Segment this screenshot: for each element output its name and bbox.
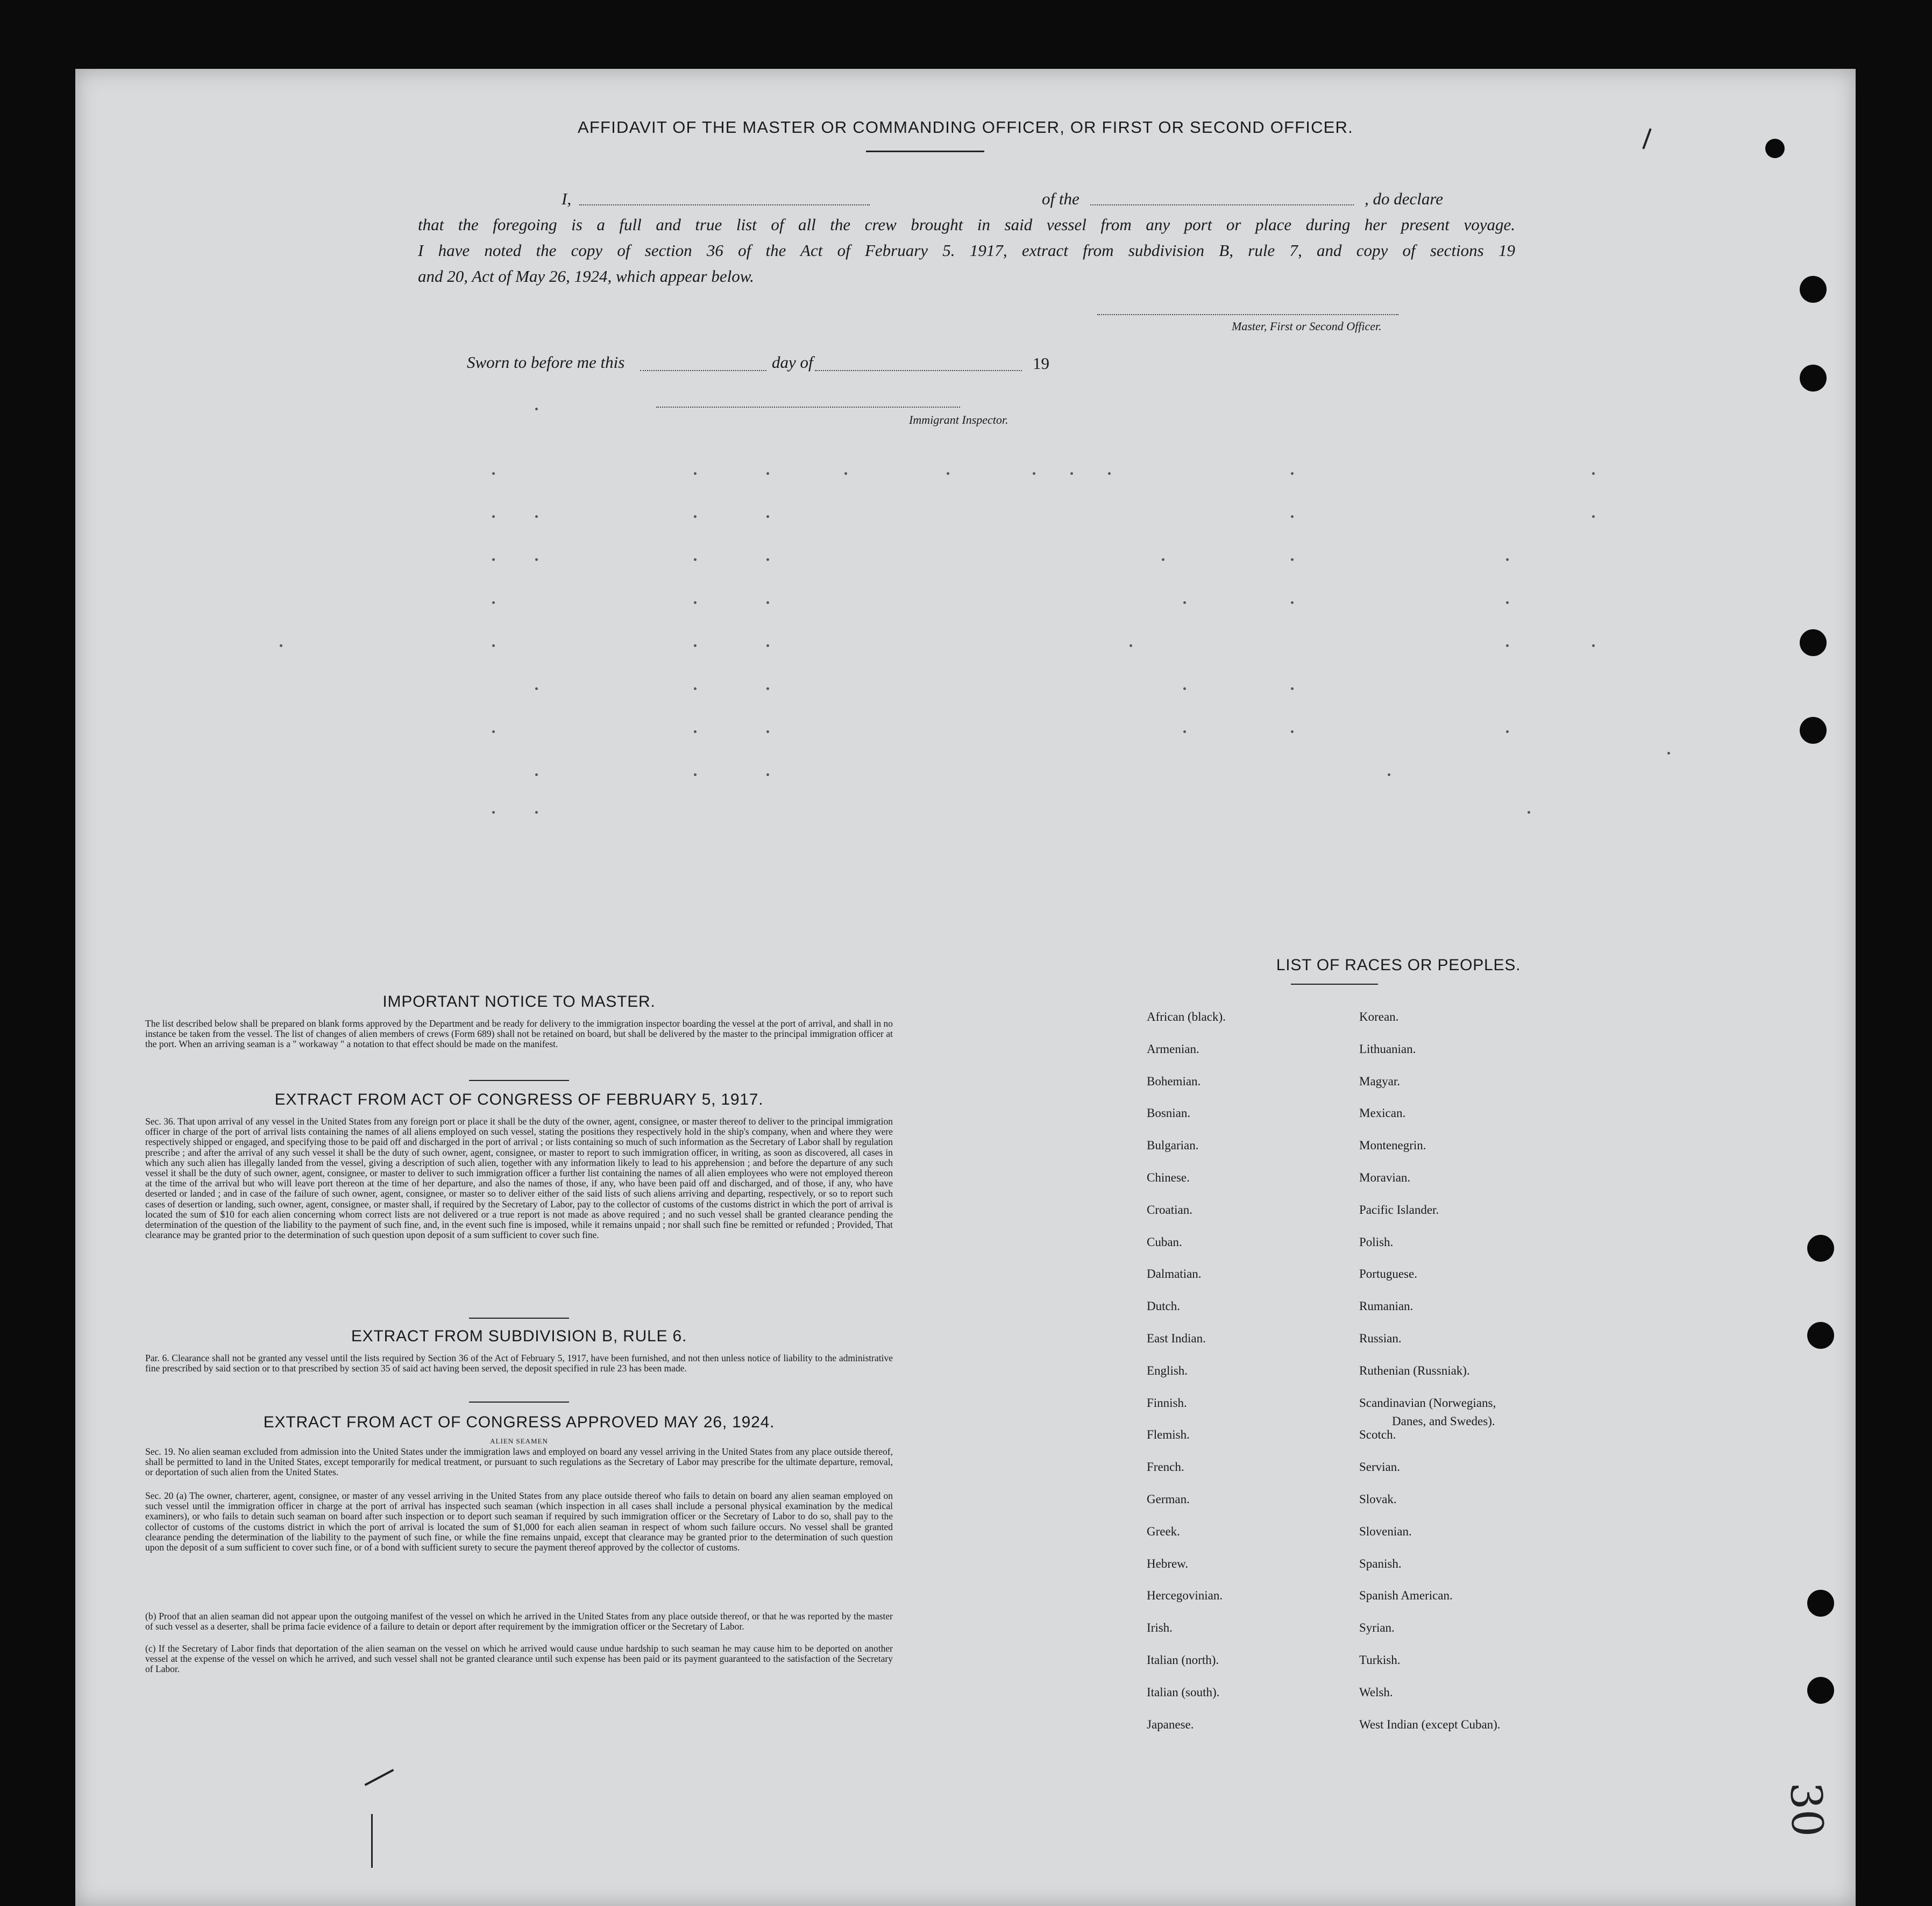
race-item: Chinese. (1147, 1171, 1190, 1184)
race-item: Cuban. (1147, 1235, 1182, 1249)
speck (535, 687, 538, 690)
speck (766, 687, 769, 690)
race-item: Spanish. (1359, 1556, 1402, 1570)
speck (766, 472, 769, 475)
signature-caption: Master, First or Second Officer. (1232, 319, 1382, 333)
races-divider (1291, 984, 1378, 985)
punch-hole (1800, 365, 1827, 392)
page-number: 30 (1780, 1781, 1833, 1838)
speck (694, 773, 697, 776)
affidavit-line-4: and 20, Act of May 26, 1924, which appear below. (418, 267, 754, 286)
speck (1291, 515, 1294, 518)
speck (1592, 644, 1595, 647)
sworn-day-of: day of (772, 353, 813, 372)
race-item: Bulgarian. (1147, 1139, 1199, 1153)
affidavit-line-2: that the foregoing is a full and true list of all the crew brought in said vessel from any port or place during her present voyage. (418, 215, 1515, 234)
affidavit-line-3: I have noted the copy of section 36 of the Act of February 5. 1917, extract from subdivision B, rule 7, and copy of sections 19 (418, 241, 1515, 260)
speck (1506, 730, 1509, 733)
punch-hole (1765, 139, 1785, 158)
speck (535, 811, 538, 814)
race-item: German. (1147, 1492, 1190, 1506)
speck (694, 687, 697, 690)
speck (1183, 601, 1186, 604)
race-item: Russian. (1359, 1332, 1402, 1345)
extract-1924-sec20b: (b) Proof that an alien seaman did not appear upon the outgoing manifest of the vessel on which he arrived in the United States from any place outside thereof, or that he was reported by the master of such vessel as a deserter, shall be prima facie evidence of a failure to detain or deport after requirement by the immigration officer or the Secretary of Labor. (145, 1611, 893, 1632)
extract-1917-body: Sec. 36. That upon arrival of any vessel in the United States from any foreign port or place it shall be the duty of the owner, agent, consignee, or master thereof to deliver to the principal immigration officer in charge of the port of arrival lists containing the names of all aliens employed on such vessel, stating the positions they respectively hold in the ship's company, when and where they were respectively shipped or engaged, and specifying those to be paid off and discharged in the port of arrival ; or lists containing so much of such information as the Secretary of Labor shall by regulation prescribe ; and after the arrival of any such vessel it shall be the duty of such owner, agent, consignee, or master to report to such immigration officer, in writing, as soon as discovered, all cases in which any such alien has illegally landed from the vessel, giving a description of such alien, together with any information likely to lead to his apprehension ; and before the departure of any such vessel it shall be the duty of such owner, agent, consignee, or master to deliver to such immigration officer a further list containing the names of all alien employees who were not employed thereon at the time of the arrival but who will leave port thereon at the time of her departure, and also the names of those, if any, who have been paid off and discharged, and of those, if any, who have deserted or landed ; and in case of the failure of such owner, agent, consignee, or master so to deliver either of the said lists of such aliens arriving and departing, respectively, or so to report such cases of desertion or landing, such owner, agent, consignee, or master shall, if required by the Secretary of Labor, pay to the collector of customs of the customs district in which the port of arrival is located the sum of $10 for each alien concerning whom correct lists are not delivered or a true report is not made as above required ; and no such vessel shall be granted clearance pending the determination of the question of the liability to the payment of such fine, and, in the event such fine is imposed, while it remains unpaid ; nor shall such fine be remitted or refunded ; Provided, That clearance may be granted prior to the determination of such question upon deposit of a sum sufficient to cover such fine. (145, 1116, 893, 1241)
race-item: Pacific Islander. (1359, 1203, 1439, 1217)
notice-title: IMPORTANT NOTICE TO MASTER. (382, 993, 656, 1011)
race-item: Irish. (1147, 1621, 1173, 1635)
race-item: Polish. (1359, 1235, 1394, 1249)
notice-body: The list described below shall be prepared on blank forms approved by the Department and be ready for delivery to the immigration inspector boarding the vessel at the port of arrival, and shall in no instance be taken from the vessel. The list of changes of alien members of crews (Form 689) shall not be retained on board, but shall be delivered by the master to the principal immigration officer at the port. When an arriving seaman is a " workaway " a notation to that effect should be made on the manifest. (145, 1018, 893, 1050)
punch-hole (1800, 717, 1827, 744)
title-divider (866, 151, 984, 152)
race-item: French. (1147, 1460, 1184, 1474)
speck (766, 773, 769, 776)
speck (947, 472, 949, 475)
race-item: West Indian (except Cuban). (1359, 1717, 1501, 1731)
extract-1924-title: EXTRACT FROM ACT OF CONGRESS APPROVED MAY 26, 1924. (263, 1413, 775, 1431)
speck (1291, 558, 1294, 561)
race-item: Italian (north). (1147, 1653, 1219, 1667)
race-item: Portuguese. (1359, 1267, 1417, 1281)
speck (1130, 644, 1132, 647)
race-item: Hercegovinian. (1147, 1589, 1223, 1603)
race-item: Magyar. (1359, 1074, 1401, 1088)
race-item: Greek. (1147, 1524, 1180, 1538)
speck (492, 644, 495, 647)
speck (535, 515, 538, 518)
sworn-prefix: Sworn to before me this (467, 353, 625, 372)
speck (1592, 472, 1595, 475)
speck (766, 601, 769, 604)
speck (492, 558, 495, 561)
notice-divider (469, 1080, 569, 1081)
race-item: Montenegrin. (1359, 1139, 1426, 1153)
subdivision-b-divider (469, 1402, 569, 1403)
pen-mark (365, 1769, 394, 1786)
inspector-caption: Immigrant Inspector. (909, 413, 1008, 426)
alien-seamen-subtitle: ALIEN SEAMEN (490, 1437, 548, 1445)
speck (1667, 752, 1670, 755)
speck (1592, 515, 1595, 518)
speck (1291, 730, 1294, 733)
speck (280, 644, 282, 647)
speck (492, 730, 495, 733)
sworn-month-blank[interactable] (815, 370, 1022, 371)
race-item: Hebrew. (1147, 1556, 1189, 1570)
speck (535, 408, 538, 410)
race-item: Italian (south). (1147, 1685, 1220, 1699)
speck (1291, 601, 1294, 604)
extract-1924-sec19: Sec. 19. No alien seaman excluded from admission into the United States under the immigration laws and employed on board any vessel arriving in the United States from any place outside thereof, shall be permitted to land in the United States, except temporarily for medical treatment, or pursuant to such regulations as the Secretary of Labor may prescribe for the ultimate departure, removal, or deportation of such alien from the United States. (145, 1446, 893, 1478)
speck (1506, 558, 1509, 561)
pen-mark (371, 1814, 373, 1868)
extract-1924-sec20c: (c) If the Secretary of Labor finds that deportation of the alien seaman on the vessel on which he arrived would cause undue hardship to such seaman he may cause him to be deported on another vessel at the expense of the vessel on which he arrived, and such vessel shall not be granted clearance until such expense has been paid or its payment guaranteed to the satisfaction of the Secretary of Labor. (145, 1643, 893, 1675)
speck (492, 601, 495, 604)
punch-hole (1807, 1322, 1834, 1349)
inspector-signature-line[interactable] (656, 407, 960, 408)
race-item: Syrian. (1359, 1621, 1395, 1635)
punch-hole (1807, 1590, 1834, 1617)
race-item: East Indian. (1147, 1332, 1206, 1345)
subdivision-b-body: Par. 6. Clearance shall not be granted any vessel until the lists required by Section 36 of the Act of February 5, 1917, have been furnished, and not then unless notice of liability to the administrative fine prescribed by said section or to that prescribed by section 35 of said act having been served, the deposit specified in rule 23 has been made. (145, 1353, 893, 1374)
speck (492, 472, 495, 475)
speck (1183, 730, 1186, 733)
affidavit-title: AFFIDAVIT OF THE MASTER OR COMMANDING OFFICER, OR FIRST OR SECOND OFFICER. (578, 118, 1353, 137)
race-item: Bosnian. (1147, 1106, 1191, 1120)
race-item: English. (1147, 1363, 1188, 1377)
race-item: Dutch. (1147, 1299, 1180, 1313)
race-item: Mexican. (1359, 1106, 1406, 1120)
vessel-blank[interactable] (1090, 204, 1354, 205)
speck (766, 515, 769, 518)
race-item: Slovenian. (1359, 1524, 1412, 1538)
punch-hole (1807, 1235, 1834, 1262)
race-item: Korean. (1359, 1010, 1399, 1023)
speck (766, 558, 769, 561)
speck (1108, 472, 1111, 475)
speck (844, 472, 847, 475)
extract-1924-sec20a: Sec. 20 (a) The owner, charterer, agent, consignee, or master of any vessel arriving in the United States from any place outside thereof who fails to detain on board any alien seaman employed on such vessel until the immigration officer in charge at the port of arrival has inspected such seaman (which inspection in all cases shall include a personal physical examination by the medical examiners), or who fails to detain such seaman on board after such inspection or to deport such seaman if required by such immigration officer or the Secretary of Labor to do so, shall pay to the collector of customs of the customs district in which the port of arrival is located the sum of $1,000 for each alien seaman in respect of whom such failure occurs. No vessel shall be granted clearance pending the determination of the liability to the payment of such fine, or while the fine remains unpaid, except that clearance may be granted prior to the determination of such question upon the deposit of a sum sufficient to cover such fine, or of a bond with sufficient surety to secure the payment thereof approved by the collector of customs. (145, 1490, 893, 1553)
speck (694, 515, 697, 518)
speck (1183, 687, 1186, 690)
speck (535, 773, 538, 776)
race-item: Spanish American. (1359, 1589, 1453, 1603)
race-scandinavian-cont: Danes, and Swedes). (1392, 1414, 1495, 1428)
race-item: Bohemian. (1147, 1074, 1201, 1088)
officer-signature-line[interactable] (1097, 314, 1398, 315)
affidavit-line-1 (418, 186, 1515, 212)
race-item: Lithuanian. (1359, 1042, 1416, 1056)
race-item: African (black). (1147, 1010, 1226, 1023)
speck (1162, 558, 1164, 561)
race-item: Armenian. (1147, 1042, 1199, 1056)
subdivision-b-title: EXTRACT FROM SUBDIVISION B, RULE 6. (351, 1327, 687, 1345)
sworn-day-blank[interactable] (640, 370, 766, 371)
speck (766, 644, 769, 647)
speck (694, 601, 697, 604)
speck (1506, 644, 1509, 647)
punch-hole (1807, 1677, 1834, 1704)
form-page (75, 69, 1856, 1906)
punch-hole (1800, 629, 1827, 656)
race-item: Ruthenian (Russniak). (1359, 1363, 1470, 1377)
race-item: Turkish. (1359, 1653, 1401, 1667)
sworn-year: 19 (1033, 354, 1049, 373)
race-item: Flemish. (1147, 1428, 1190, 1442)
speck (492, 515, 495, 518)
speck (694, 472, 697, 475)
race-item: Welsh. (1359, 1685, 1393, 1699)
affidavit-declare: , do declare (1365, 189, 1444, 208)
race-item: Slovak. (1359, 1492, 1397, 1506)
affidavit-i: I, (562, 189, 572, 208)
punch-hole (1800, 276, 1827, 303)
speck (1506, 601, 1509, 604)
speck (1070, 472, 1073, 475)
affidavit-body (418, 186, 1515, 289)
races-title: LIST OF RACES OR PEOPLES. (1276, 956, 1521, 974)
speck (492, 811, 495, 814)
speck (1291, 687, 1294, 690)
name-blank[interactable] (579, 204, 870, 205)
race-item: Croatian. (1147, 1203, 1192, 1217)
speck (766, 730, 769, 733)
speck (694, 730, 697, 733)
speck (1528, 811, 1530, 814)
speck (694, 558, 697, 561)
affidavit-of-the: of the (1042, 189, 1079, 208)
speck (1291, 472, 1294, 475)
race-item: Servian. (1359, 1460, 1401, 1474)
race-item: Moravian. (1359, 1171, 1411, 1184)
race-item: Finnish. (1147, 1396, 1187, 1410)
race-item: Rumanian. (1359, 1299, 1414, 1313)
speck (694, 644, 697, 647)
extract-1917-title: EXTRACT FROM ACT OF CONGRESS OF FEBRUARY 5, 1917. (274, 1091, 764, 1108)
speck (535, 558, 538, 561)
race-item: Dalmatian. (1147, 1267, 1202, 1281)
race-item: Scotch. (1359, 1428, 1396, 1442)
speck (1388, 773, 1390, 776)
race-item: Japanese. (1147, 1717, 1194, 1731)
extract-1917-divider (469, 1318, 569, 1319)
race-item: Scandinavian (Norwegians, (1359, 1396, 1496, 1410)
speck (1033, 472, 1035, 475)
